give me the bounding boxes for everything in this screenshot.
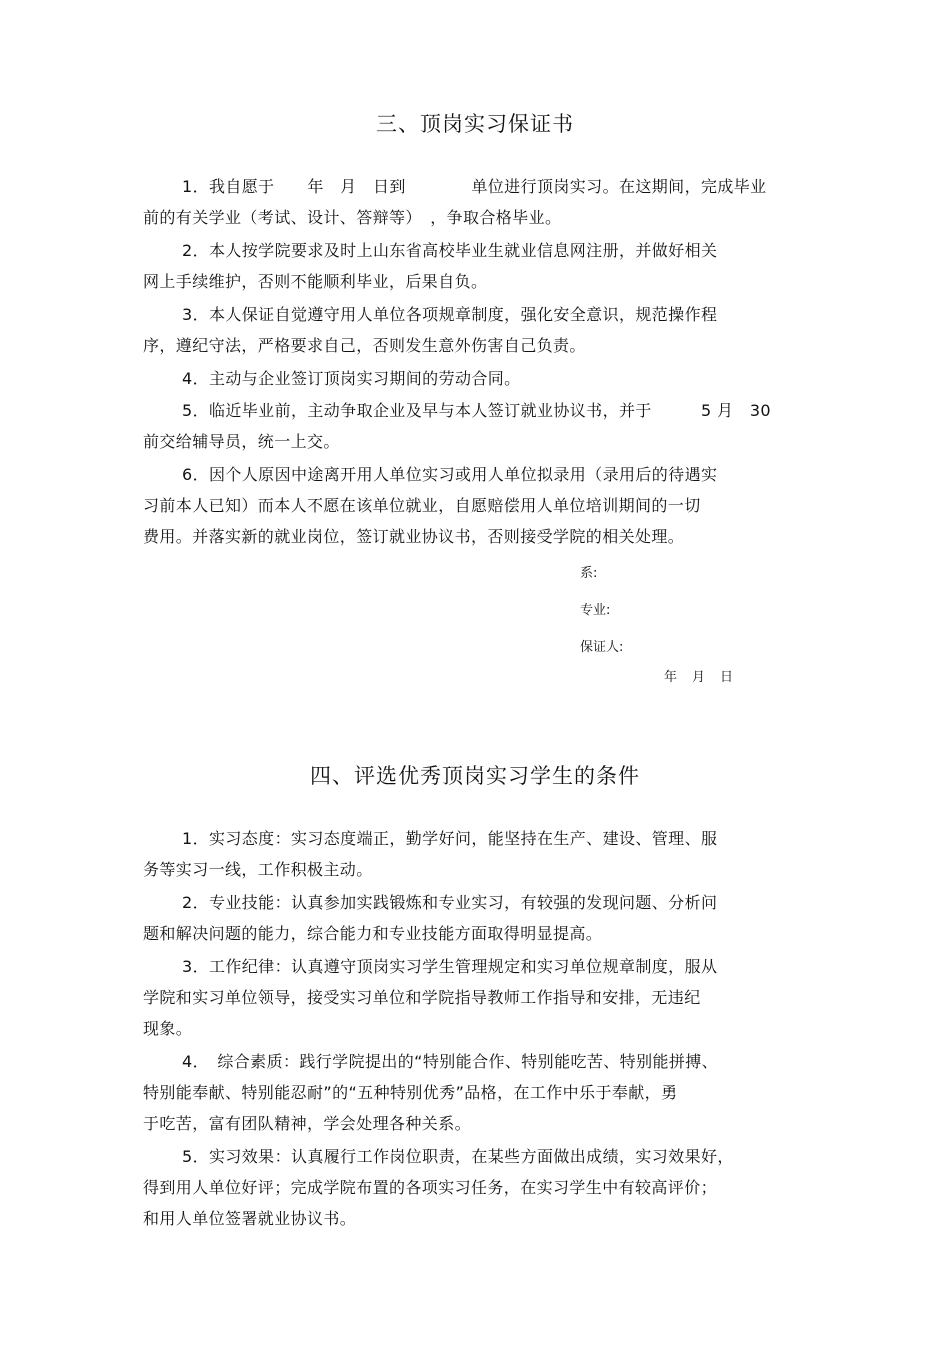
- s4-item5-line1: 5．实习效果：认真履行工作岗位职责，在某些方面做出成绩，实习效果好，: [182, 1147, 734, 1166]
- s4-item4-line1: 4． 综合素质：践行学院提出的“特别能合作、特别能吃苦、特别能拼搏、: [182, 1052, 719, 1071]
- s3-item4-line1: 4．主动与企业签订顶岗实习期间的劳动合同。: [182, 369, 521, 388]
- s3-item1-line2: 前的有关学业（考试、设计、答辩等） ，争取合格毕业。: [143, 208, 562, 227]
- s4-item1-line2: 务等实习一线，工作积极主动。: [143, 860, 373, 879]
- s3-item2-line1: 2．本人按学院要求及时上山东省高校毕业生就业信息网注册，并做好相关: [182, 241, 718, 260]
- signature-dept-label: 系:: [580, 566, 598, 581]
- s4-item2-line1: 2．专业技能：认真参加实践锻炼和专业实习，有较强的发现问题、分析问: [182, 893, 718, 912]
- s4-item5-line3: 和用人单位签署就业协议书。: [143, 1209, 357, 1228]
- s3-item5-line1: 5．临近毕业前，主动争取企业及早与本人签订就业协议书，并于 5 月 30: [182, 401, 772, 420]
- s4-item3-line2: 学院和实习单位领导，接受实习单位和学院指导教师工作指导和安排，无违纪: [143, 988, 701, 1007]
- s3-item6-line1: 6．因个人原因中途离开用人单位实习或用人单位拟录用（录用后的待遇实: [182, 465, 718, 484]
- signature-major-label: 专业:: [580, 603, 611, 618]
- s3-item6-line2: 习前本人已知）而本人不愿在该单位就业，自愿赔偿用人单位培训期间的一切: [143, 496, 701, 515]
- s3-item3-line1: 3．本人保证自觉遵守用人单位各项规章制度，强化安全意识，规范操作程: [182, 305, 718, 324]
- section3-title: 三、顶岗实习保证书: [376, 112, 574, 136]
- signature-date-label: 年 月 日: [664, 670, 735, 685]
- s4-item3-line3: 现象。: [143, 1019, 193, 1038]
- s4-item4-line3: 于吃苦，富有团队精神，学会处理各种关系。: [143, 1114, 472, 1133]
- s4-item3-line1: 3．工作纪律：认真遵守顶岗实习学生管理规定和实习单位规章制度，服从: [182, 957, 718, 976]
- signature-guarantor-label: 保证人:: [580, 640, 624, 655]
- s4-item5-line2: 得到用人单位好评；完成学院布置的各项实习任务，在实习学生中有较高评价；: [143, 1178, 718, 1197]
- s4-item4-line2: 特别能奉献、特别能忍耐”的“五种特别优秀”品格，在工作中乐于奉献，勇: [143, 1083, 678, 1102]
- s3-item5-line2: 前交给辅导员，统一上交。: [143, 432, 340, 451]
- section4-title: 四、评选优秀顶岗实习学生的条件: [310, 764, 640, 788]
- s3-item1-line1: 1．我自愿于 年 月 日到 单位进行顶岗实习。在这期间，完成毕业: [182, 177, 767, 196]
- s3-item6-line3: 费用。并落实新的就业岗位，签订就业协议书，否则接受学院的相关处理。: [143, 527, 685, 546]
- s3-item2-line2: 网上手续维护，否则不能顺利毕业，后果自负。: [143, 272, 488, 291]
- s4-item1-line1: 1．实习态度：实习态度端正，勤学好问，能坚持在生产、建设、管理、服: [182, 829, 718, 848]
- s3-item3-line2: 序，遵纪守法，严格要求自己，否则发生意外伤害自己负责。: [143, 336, 586, 355]
- s4-item2-line2: 题和解决问题的能力，综合能力和专业技能方面取得明显提高。: [143, 924, 603, 943]
